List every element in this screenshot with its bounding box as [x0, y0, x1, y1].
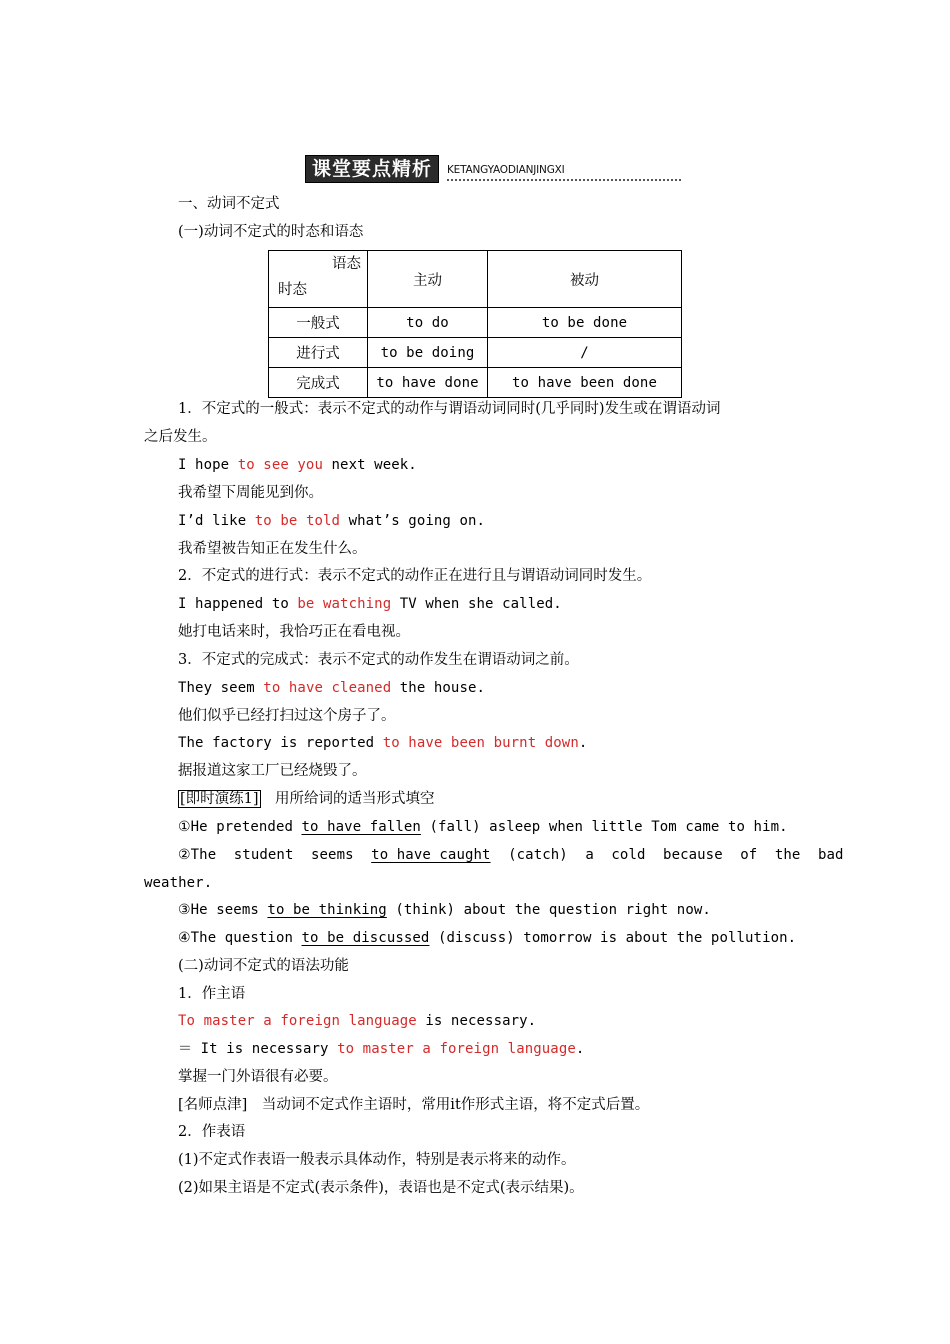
row-label: 进行式: [269, 338, 368, 368]
example-6: To master a foreign language is necessary.: [178, 1013, 537, 1029]
example-7-translation: 掌握一门外语很有必要。: [178, 1069, 338, 1085]
answer: to have fallen: [301, 819, 421, 835]
subheading-predicative: 2．作表语: [178, 1124, 246, 1140]
example-3-translation: 她打电话来时，我恰巧正在看电视。: [178, 624, 410, 640]
highlight: be watching: [297, 596, 392, 612]
table-row: [269, 338, 682, 368]
table-corner-cell: [269, 251, 368, 308]
highlight: to be told: [254, 513, 341, 529]
example-4: They seem to have cleaned the house.: [178, 680, 486, 696]
heading-tense-voice: (一)动词不定式的时态和语态: [178, 224, 364, 240]
example-1-translation: 我希望下周能见到你。: [178, 485, 323, 501]
heading-grammar-function: (二)动词不定式的语法功能: [178, 958, 349, 974]
table-row: [269, 368, 682, 398]
table-col-passive: 被动: [488, 251, 682, 308]
row-label: 一般式: [269, 308, 368, 338]
predicative-point-2: (2)如果主语是不定式(表示条件)，表语也是不定式(表示结果)。: [178, 1180, 584, 1196]
rule-simple-line1: 1．不定式的一般式：表示不定式的动作与谓语动词同时(几乎同时)发生或在谓语动词: [178, 401, 721, 417]
corner-voice-label: 语态: [332, 256, 361, 272]
rule-progressive: 2．不定式的进行式：表示不定式的动作正在进行且与谓语动词同时发生。: [178, 568, 652, 584]
question-3: ③He seems to be thinking (think) about the question right now.: [178, 902, 711, 918]
table-row: [269, 308, 682, 338]
subheading-subject: 1．作主语: [178, 986, 246, 1002]
highlight: to master a foreign language: [337, 1041, 576, 1057]
example-2: I’d like to be told what’s going on.: [178, 513, 486, 529]
practice-header: [178, 789, 435, 809]
teacher-tip: [名师点津] 当动词不定式作主语时，常用it作形式主语，将不定式后置。: [178, 1097, 650, 1113]
answer: to be thinking: [267, 902, 387, 918]
highlight: to have cleaned: [263, 680, 392, 696]
rule-simple-line2: 之后发生。: [144, 429, 217, 445]
predicative-point-1: (1)不定式作表语一般表示具体动作，特别是表示将来的动作。: [178, 1152, 576, 1168]
row-passive: /: [488, 338, 682, 368]
highlight: to have been burnt down: [382, 735, 579, 751]
banner-dotted-rule: [447, 179, 681, 181]
example-2-translation: 我希望被告知正在发生什么。: [178, 541, 367, 557]
practice-instruction: 用所给词的适当形式填空: [275, 791, 435, 807]
example-5: The factory is reported to have been burnt down.: [178, 735, 588, 751]
table-col-active: 主动: [368, 251, 488, 308]
row-active: to be doing: [368, 338, 488, 368]
answer: to have caught: [371, 847, 491, 863]
row-active: to have done: [368, 368, 488, 398]
row-label: 完成式: [269, 368, 368, 398]
question-1: ①He pretended to have fallen (fall) asleep when little Tom came to him.: [178, 819, 788, 835]
banner-pinyin: KETANGYAODIANJINGXI: [447, 164, 565, 176]
question-4: ④The question to be discussed (discuss) tomorrow is about the pollution.: [178, 930, 797, 946]
question-2: ②The student seems to have caught (catch) a cold because of the bad: [178, 847, 844, 863]
highlight: To master a foreign language: [178, 1013, 417, 1029]
example-7: ＝ It is necessary to master a foreign language.: [178, 1041, 585, 1057]
question-2-continued: weather.: [144, 875, 213, 891]
heading-infinitive: 一、动词不定式: [178, 196, 280, 212]
example-3: I happened to be watching TV when she called.: [178, 596, 562, 612]
rule-perfect: 3．不定式的完成式：表示不定式的动作发生在谓语动词之前。: [178, 652, 579, 668]
highlight: to see you: [237, 457, 323, 473]
answer: to be discussed: [301, 930, 430, 946]
example-5-translation: 据报道这家工厂已经烧毁了。: [178, 763, 367, 779]
row-passive: to be done: [488, 308, 682, 338]
banner-title: 课堂要点精析: [305, 155, 439, 183]
table-header-row: [269, 251, 682, 308]
example-1: I hope to see you next week.: [178, 457, 417, 473]
row-active: to do: [368, 308, 488, 338]
corner-tense-label: 时态: [278, 282, 307, 298]
example-4-translation: 他们似乎已经打扫过这个房子了。: [178, 708, 396, 724]
row-passive: to have been done: [488, 368, 682, 398]
section-banner: [305, 155, 681, 183]
tense-voice-table: [268, 250, 682, 398]
practice-tag: [即时演练1]: [180, 791, 259, 807]
